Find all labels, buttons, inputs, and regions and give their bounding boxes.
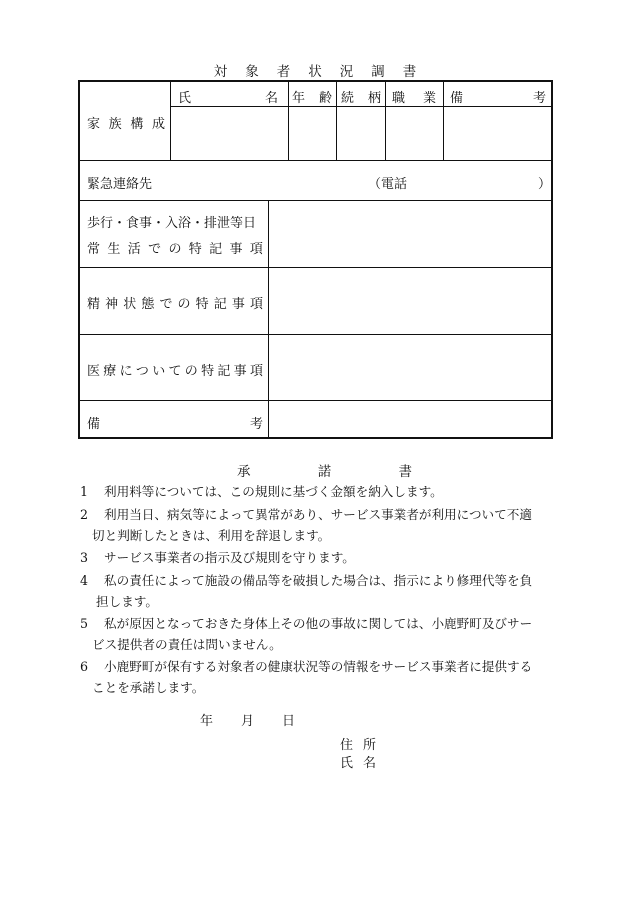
row-divider — [80, 200, 553, 201]
daily-life-label-line1: 歩行・食事・入浴・排泄等日 — [87, 216, 257, 231]
header-name: 氏 名 — [178, 91, 278, 106]
col-divider — [336, 82, 337, 160]
date-line: 年 月 日 — [200, 714, 296, 729]
col-divider — [385, 82, 386, 160]
consent-item-1: 1 利用料等については、この規則に基づく金額を納入します。 — [80, 484, 443, 499]
phone-open: （電話 — [368, 177, 408, 192]
header-age: 年 齢 — [292, 91, 332, 106]
document-title: 対 象 者 状 況 調 書 — [213, 64, 417, 80]
header-remarks: 備 考 — [450, 91, 546, 106]
family-label: 家 族 構 成 — [87, 117, 165, 132]
consent-item-5: 5 私が原因となっておきた身体上その他の事故に関しては、小鹿野町及びサー ビス提供者の責任は問いません。 — [80, 616, 533, 652]
col-divider — [288, 82, 289, 160]
row-divider — [80, 334, 553, 335]
header-job: 職 業 — [392, 91, 436, 106]
daily-life-label-line2: 常 生 活 で の 特 記 事 項 — [87, 242, 263, 257]
emergency-contact-label: 緊急連絡先 — [87, 177, 153, 192]
phone-close: ） — [538, 177, 552, 192]
label-divider — [268, 200, 269, 439]
consent-item-4: 4 私の責任によって施設の備品等を破損した場合は、指示により修理代等を負 担します。 — [80, 573, 533, 609]
consent-item-6: 6 小鹿野町が保有する対象者の健康状況等の情報をサービス事業者に提供する ことを承諾します。 — [80, 659, 533, 695]
header-relation: 続 柄 — [341, 91, 381, 106]
remarks-label: 備 考 — [87, 417, 263, 432]
address-label: 住 所 — [340, 738, 377, 753]
mental-state-label: 精 神 状 態 で の 特 記 事 項 — [87, 297, 263, 312]
consent-item-2: 2 利用当日、病気等によって異常があり、サービス事業者が利用について不適 切と判断したときは、利用を辞退します。 — [80, 507, 532, 543]
consent-title: 承 諾 書 — [237, 464, 412, 480]
col-divider — [170, 82, 171, 160]
survey-table — [78, 80, 553, 439]
header-underline — [170, 106, 553, 107]
consent-item-3: 3 サービス事業者の指示及び規則を守ります。 — [80, 550, 355, 565]
row-divider — [80, 267, 553, 268]
row-divider — [80, 400, 553, 401]
medical-label: 医 療 に つ い て の 特 記 事 項 — [87, 364, 263, 379]
col-divider — [443, 82, 444, 160]
row-divider — [80, 160, 553, 161]
name-label: 氏 名 — [340, 756, 377, 771]
